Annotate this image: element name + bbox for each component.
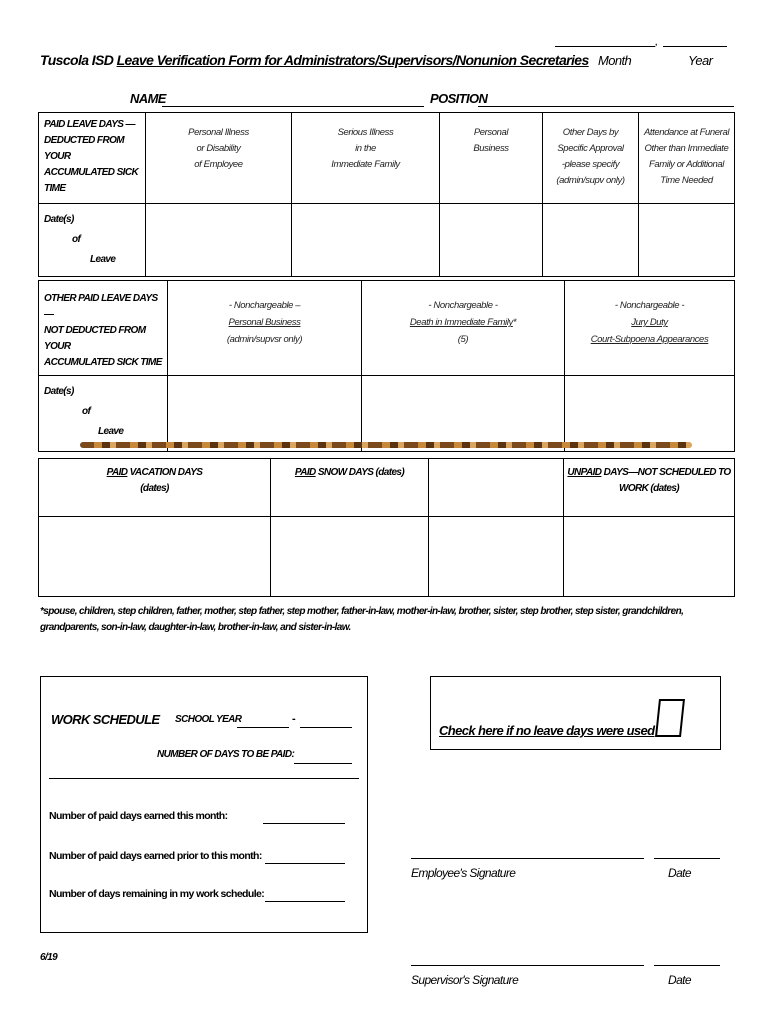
paid-days-this-month-line[interactable] xyxy=(263,823,345,824)
date-cell-snow[interactable] xyxy=(271,517,429,597)
form-title-text: Leave Verification Form for Administrators/Supervisors/Nonunion Secretaries xyxy=(116,52,589,68)
work-schedule-title: WORK SCHEDULE xyxy=(51,712,160,727)
paid-days-prior-label: Number of paid days earned prior to this month: xyxy=(49,850,262,862)
days-to-pay-line[interactable] xyxy=(294,763,352,764)
other-leave-dates-label: Date(s) of Leave xyxy=(39,376,168,452)
no-leave-label: Check here if no leave days were used xyxy=(439,723,655,738)
col-other-days: Other Days by Specific Approval -please specify (admin/supv only) xyxy=(543,113,639,204)
position-label: POSITION xyxy=(430,91,488,106)
col-snow: PAID SNOW DAYS (dates) xyxy=(271,459,429,517)
employee-signature-line[interactable] xyxy=(411,858,644,859)
position-line[interactable] xyxy=(478,106,734,107)
employee-signature-label: Employee's Signature xyxy=(411,866,516,880)
decorative-divider xyxy=(80,442,692,448)
date-cell-unpaid[interactable] xyxy=(564,517,735,597)
footnote: *spouse, children, step children, father, mother, step father, step mother, father-in-law, mother-in-law, brother, sister, step brother, step sister, grandchildren, grandparents, son-in-law, daughter-in-law, brother-in-law, and sister-in-law. xyxy=(40,606,684,633)
school-year-start-line[interactable] xyxy=(237,727,289,728)
date-cell-vacation[interactable] xyxy=(39,517,271,597)
school-year-end-line[interactable] xyxy=(300,727,352,728)
col-personal-business: Personal Business xyxy=(440,113,543,204)
month-line[interactable] xyxy=(555,46,655,47)
supervisor-date-line[interactable] xyxy=(654,965,720,966)
work-schedule-box xyxy=(40,676,368,933)
col-personal-illness: Personal Illness or Disability of Employee xyxy=(146,113,292,204)
other-leave-heading: OTHER PAID LEAVE DAYS — NOT DEDUCTED FROM YOUR ACCUMULATED SICK TIME xyxy=(39,281,168,376)
year-line[interactable] xyxy=(663,46,727,47)
col-nonchargeable-jury: - Nonchargeable - Jury Duty Court-Subpoena Appearances xyxy=(565,281,735,376)
date-cell-nonchargeable-death[interactable] xyxy=(362,376,565,452)
no-leave-checkbox[interactable] xyxy=(655,699,685,737)
employee-date-label: Date xyxy=(668,866,691,880)
col-nonchargeable-personal: - Nonchargeable – Personal Business (admin/supvsr only) xyxy=(168,281,362,376)
days-to-pay-label: NUMBER OF DAYS TO BE PAID: xyxy=(157,749,295,760)
paid-leave-dates-label: Date(s) of Leave xyxy=(39,204,146,277)
month-label: Month xyxy=(598,53,632,68)
date-cell-nonchargeable-personal[interactable] xyxy=(168,376,362,452)
col-nonchargeable-death: - Nonchargeable - Death in Immediate Family* (5) xyxy=(362,281,565,376)
date-cell-funeral[interactable] xyxy=(639,204,735,277)
col-blank xyxy=(429,459,564,517)
paid-leave-heading: PAID LEAVE DAYS — DEDUCTED FROM YOUR ACCUMULATED SICK TIME xyxy=(39,113,146,204)
days-remaining-label: Number of days remaining in my work schedule: xyxy=(49,888,265,900)
org-name: Tuscola ISD xyxy=(40,52,114,68)
supervisor-signature-label: Supervisor's Signature xyxy=(411,973,519,987)
date-cell-personal-business[interactable] xyxy=(440,204,543,277)
form-title xyxy=(40,52,589,68)
days-remaining-line[interactable] xyxy=(265,901,345,902)
paid-leave-table xyxy=(38,112,735,277)
other-leave-table xyxy=(38,280,735,452)
paid-days-prior-line[interactable] xyxy=(265,863,345,864)
date-cell-personal-illness[interactable] xyxy=(146,204,292,277)
school-year-label: SCHOOL YEAR xyxy=(175,714,242,725)
col-serious-illness: Serious Illness in the Immediate Family xyxy=(292,113,440,204)
vacation-table xyxy=(38,458,735,597)
name-label: NAME xyxy=(130,91,166,106)
paid-days-this-month-label: Number of paid days earned this month: xyxy=(49,810,228,822)
no-leave-box xyxy=(430,676,721,750)
date-cell-serious-illness[interactable] xyxy=(292,204,440,277)
col-funeral: Attendance at Funeral Other than Immediate Family or Additional Time Needed xyxy=(639,113,735,204)
col-unpaid: UNPAID DAYS—NOT SCHEDULED TO WORK (dates) xyxy=(564,459,735,517)
date-separator: , xyxy=(655,34,659,48)
employee-date-line[interactable] xyxy=(654,858,720,859)
date-cell-other-days[interactable] xyxy=(543,204,639,277)
school-year-dash: - xyxy=(292,713,296,725)
supervisor-date-label: Date xyxy=(668,973,691,987)
date-cell-nonchargeable-jury[interactable] xyxy=(565,376,735,452)
revision-code: 6/19 xyxy=(40,952,58,963)
year-label: Year xyxy=(688,53,713,68)
date-cell-blank[interactable] xyxy=(429,517,564,597)
name-line[interactable] xyxy=(162,106,424,107)
work-schedule-separator xyxy=(49,778,359,779)
col-vacation: PAID VACATION DAYS (dates) xyxy=(39,459,271,517)
supervisor-signature-line[interactable] xyxy=(411,965,644,966)
